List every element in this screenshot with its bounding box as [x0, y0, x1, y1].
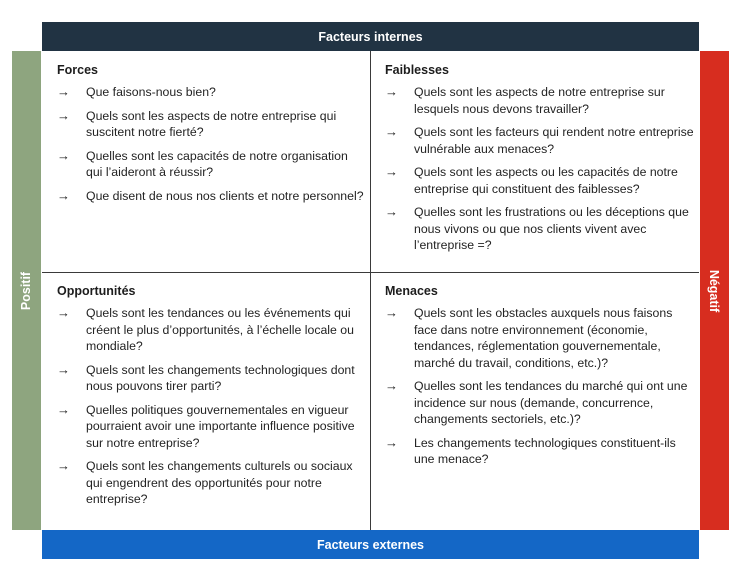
question-text: Quels sont les facteurs qui rendent notre entreprise vulnérable aux menaces? [414, 125, 694, 156]
quadrant-forces [42, 51, 370, 272]
question-text: Quelles politiques gouvernementales en vigueur pourraient avoir une importante influence positive sur notre entreprise? [86, 402, 355, 450]
quadrant-title: Forces [57, 63, 98, 77]
quadrant-title: Opportunités [57, 284, 136, 298]
list-item [57, 188, 366, 205]
list-item [57, 362, 366, 395]
horizontal-divider [42, 272, 699, 273]
arrow-right-icon: → [385, 204, 398, 219]
arrow-right-icon: → [385, 164, 398, 179]
question-text: Les changements technologiques constituent-ils une menace? [414, 435, 676, 466]
external-factors-footer [42, 530, 699, 559]
question-text: Quelles sont les frustrations ou les déceptions que nous vivons ou que nos clients vivent avec l’entreprise =? [414, 205, 689, 252]
arrow-right-icon: → [385, 124, 398, 139]
list-item [57, 458, 366, 508]
list-item [385, 164, 695, 197]
question-text: Que disent de nous nos clients et notre personnel? [86, 188, 364, 203]
list-item [57, 402, 366, 452]
list-item [385, 84, 695, 117]
arrow-right-icon: → [57, 84, 70, 99]
quadrant-opportunites [42, 272, 370, 530]
question-text: Quels sont les aspects ou les capacités de notre entreprise qui constituent des faiblesses? [414, 165, 678, 196]
internal-factors-header [42, 22, 699, 51]
arrow-right-icon: → [385, 84, 398, 99]
list-item [385, 124, 695, 157]
quadrant-menaces [370, 272, 699, 530]
question-list [385, 84, 695, 261]
positive-side-bar [12, 51, 41, 530]
question-text: Quelles sont les capacités de notre organisation qui l’aideront à réussir? [86, 148, 348, 179]
internal-factors-label: Facteurs internes [318, 29, 423, 44]
list-item [385, 204, 695, 254]
arrow-right-icon: → [57, 147, 70, 163]
negative-label: Négatif [707, 269, 722, 312]
negative-side-bar [700, 51, 729, 530]
quadrant-faiblesses [370, 51, 699, 272]
question-text: Quelles sont les tendances du marché qui ont une incidence sur nous (demande, concurrence, changements sectoriels, etc.)? [414, 379, 688, 426]
quadrant-title: Faiblesses [385, 63, 449, 77]
external-factors-label: Facteurs externes [316, 537, 424, 552]
question-text: Quels sont les obstacles auxquels nous faisons face dans notre environnement (économie, tendances, réglementation gouvernementale, marché du travail, conditions, etc.)? [414, 306, 673, 370]
arrow-right-icon: → [57, 361, 70, 377]
arrow-right-icon: → [57, 305, 70, 320]
arrow-right-icon: → [57, 187, 70, 203]
arrow-right-icon: → [57, 458, 70, 473]
question-list [57, 305, 366, 515]
question-list [385, 305, 695, 475]
list-item [385, 435, 695, 468]
arrow-right-icon: → [57, 107, 70, 123]
question-text: Que faisons-nous bien? [86, 85, 216, 99]
arrow-right-icon: → [385, 378, 398, 393]
list-item [57, 108, 366, 141]
arrow-right-icon: → [385, 305, 398, 320]
question-text: Quels sont les tendances ou les événements qui créent le plus d’opportunités, à l’échelle locale ou mondiale? [86, 306, 354, 353]
list-item [385, 305, 695, 371]
question-text: Quels sont les changements technologiques dont nous pouvons tirer parti? [86, 362, 355, 393]
positive-label: Positif [19, 271, 34, 310]
arrow-right-icon: → [57, 401, 70, 417]
question-text: Quels sont les aspects de notre entreprise qui suscitent notre fierté? [86, 108, 337, 139]
arrow-right-icon: → [385, 434, 398, 450]
question-text: Quels sont les aspects de notre entreprise sur lesquels nous devons travailler? [414, 85, 665, 116]
question-list [57, 84, 366, 211]
quadrant-title: Menaces [385, 284, 438, 298]
list-item [57, 148, 366, 181]
list-item [57, 84, 366, 101]
question-text: Quels sont les changements culturels ou sociaux qui engendrent des opportunités pour notre entreprise? [86, 459, 353, 506]
vertical-divider [370, 51, 371, 530]
list-item [385, 378, 695, 428]
list-item [57, 305, 366, 355]
swot-grid [42, 51, 699, 530]
